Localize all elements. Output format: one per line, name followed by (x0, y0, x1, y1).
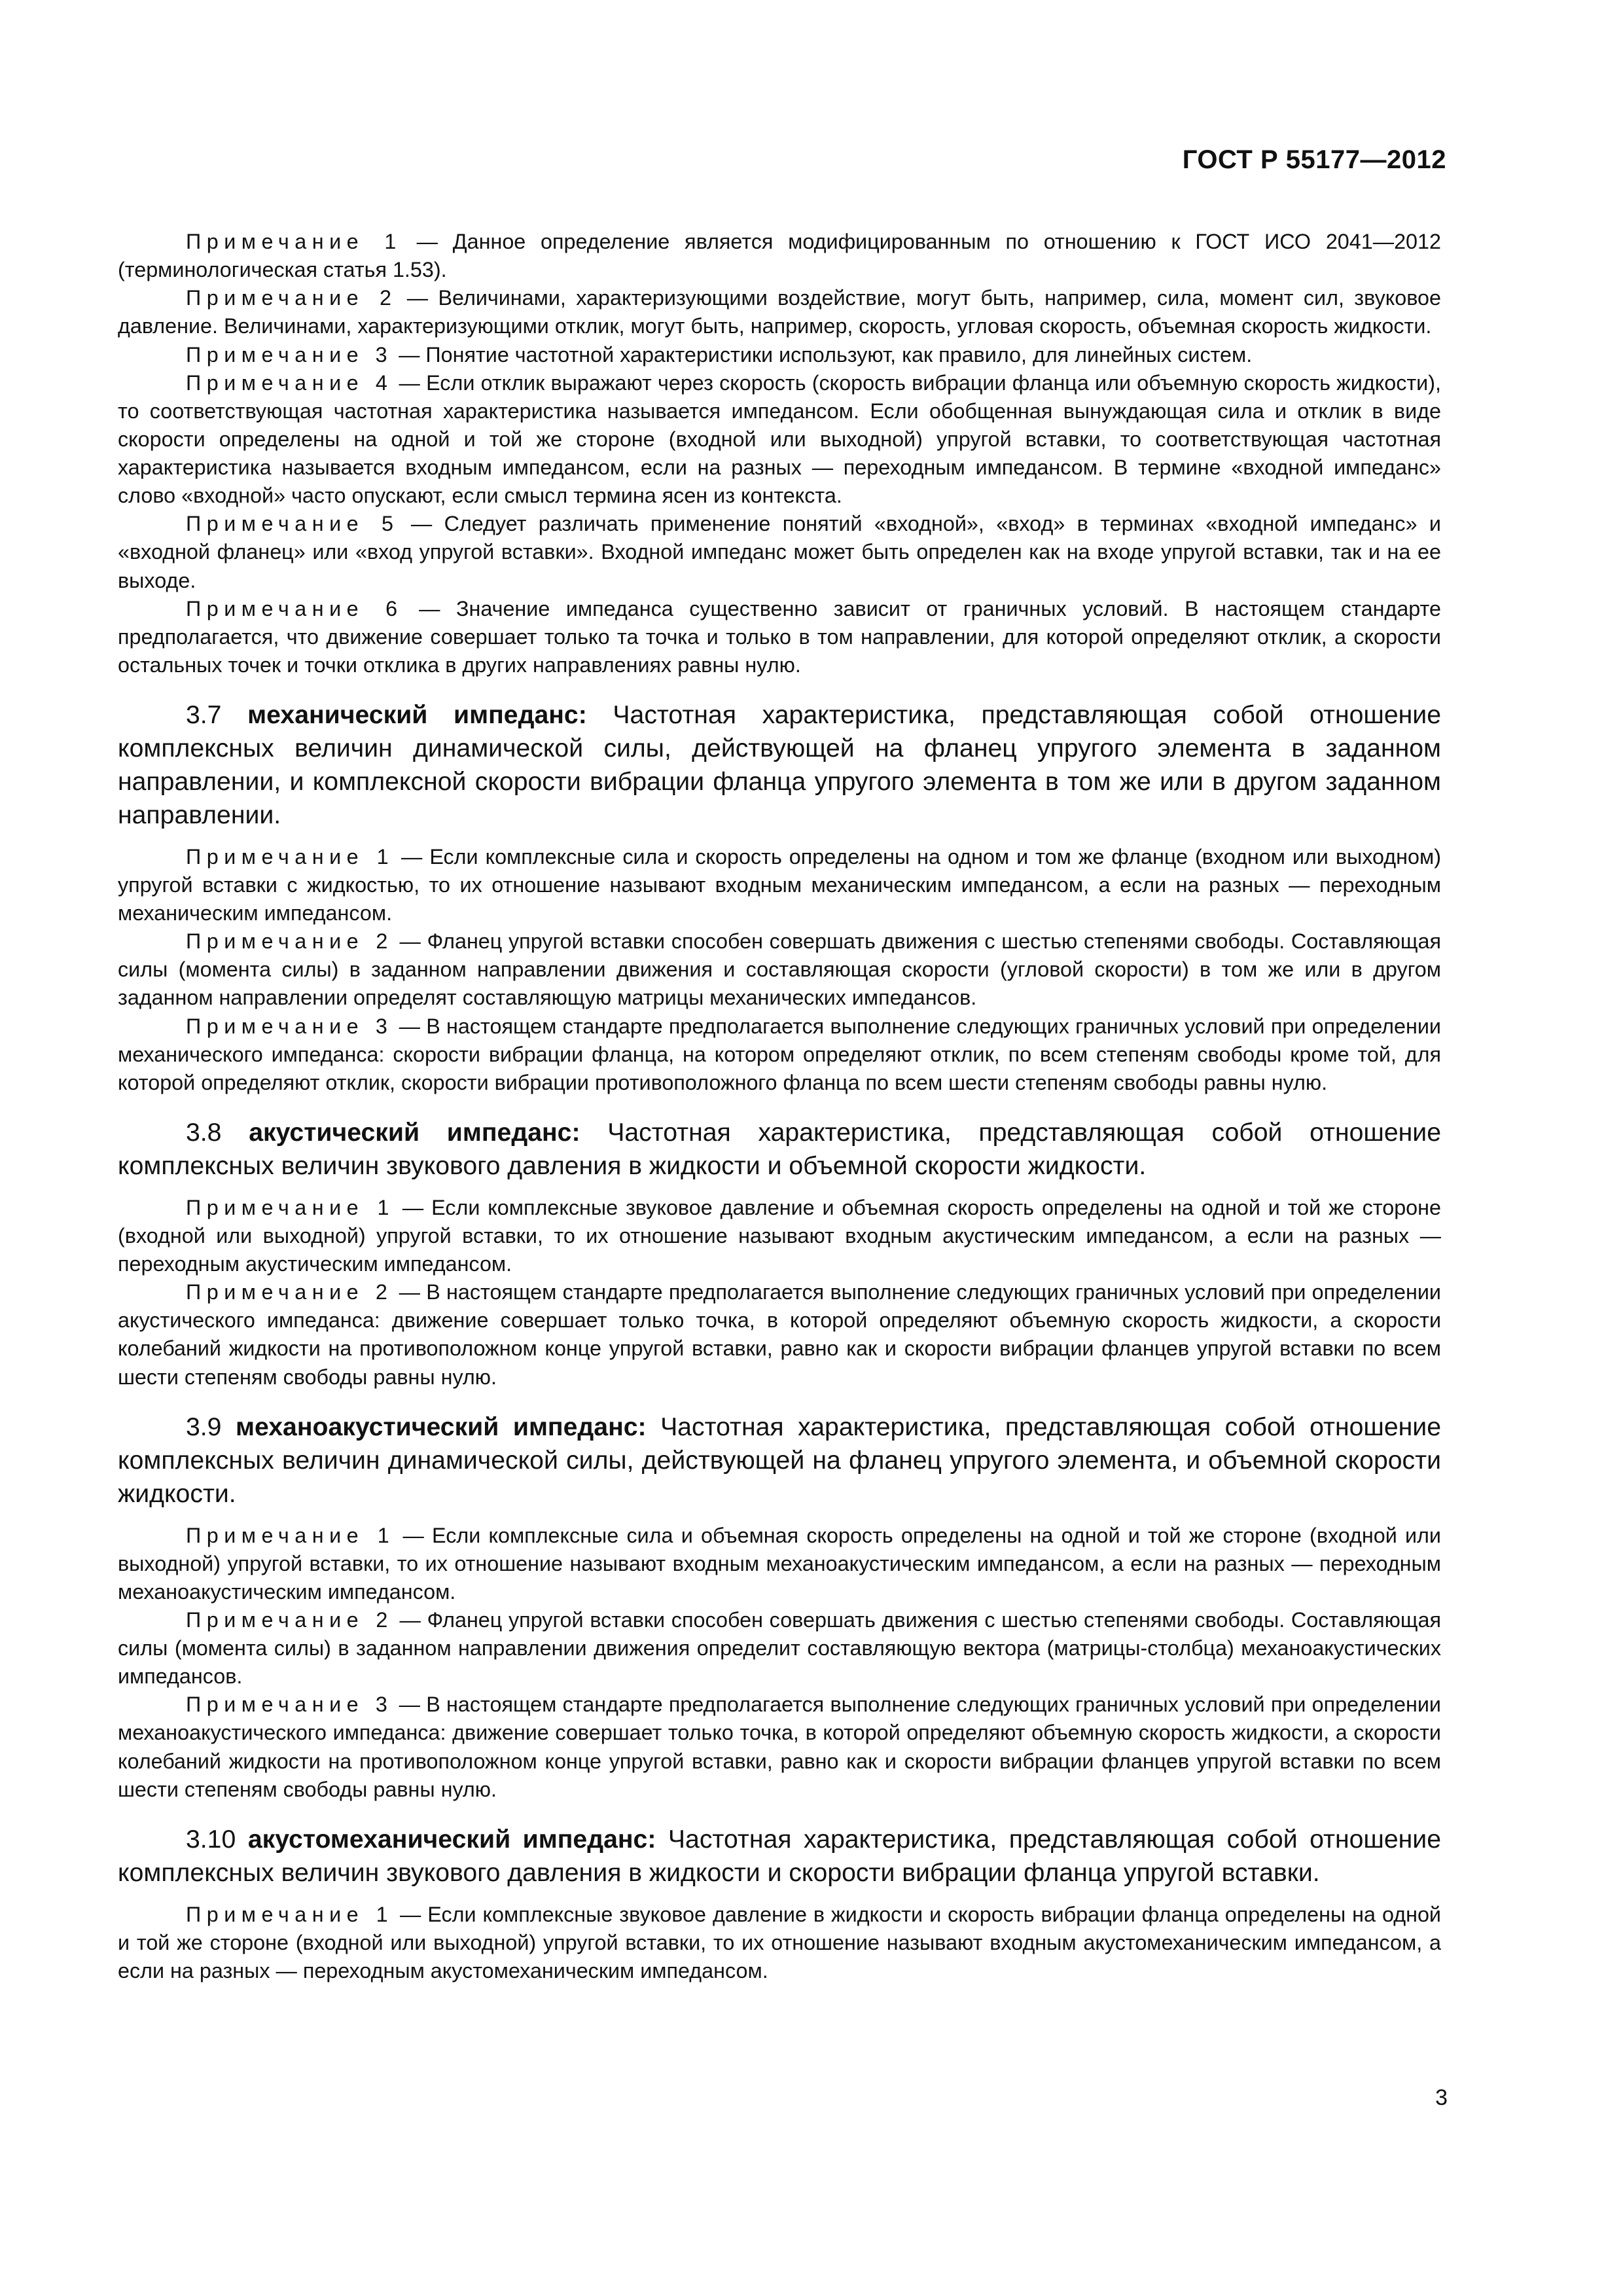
term-definition (118, 699, 1441, 833)
term-number: 3.7 (186, 701, 222, 729)
note-text: — Фланец упругой вставки способен совершать движения с шестью степенями свободы. Составляющая силы (момента силы) в заданном направлении движения определит составляющую вектора (матрицы-столбца) механоакустических импедансов. (118, 1607, 1441, 1689)
note-paragraph (118, 1278, 1441, 1391)
term-text: Частотная характеристика, представляющая собой отношение комплексных величин звукового давления в жидкости и скорости вибрации фланца упругой вставки. (118, 1825, 1441, 1887)
note-text: — В настоящем стандарте предполагается выполнение следующих граничных условий при определении акустического импеданса: движение совершает только точка, в которой определяют объемную скорость жидкости, а скорости колебаний жидкости на противоположном конце упругой вставки, равно как и скорости вибрации фланцев упругой вставки по всем шести степеням свободы равны нулю. (118, 1280, 1441, 1389)
note-label: Примечание 4 (186, 370, 393, 395)
note-paragraph (118, 927, 1441, 1012)
term-definition (118, 1117, 1441, 1183)
note-label: Примечание 5 (186, 512, 399, 536)
note-label: Примечание 1 (186, 1902, 394, 1926)
note-text: — Фланец упругой вставки способен совершать движения с шестью степенями свободы. Составляющая силы (момента силы) в заданном направлении движения и составляющая скорости (угловой скорости) в том же или в другом заданном направлении определят составляющую матрицы механических импедансов. (118, 929, 1441, 1010)
note-label: Примечание 6 (186, 596, 403, 620)
document-body (118, 228, 1441, 1985)
note-text: — Понятие частотной характеристики используют, как правило, для линейных систем. (393, 342, 1253, 367)
page-number: 3 (1435, 2085, 1448, 2110)
note-text: — В настоящем стандарте предполагается выполнение следующих граничных условий при определении механоакустического импеданса: движение совершает только точка, в которой определяют объемную скорость жидкости, а скорости колебаний жидкости на противоположном конце упругой вставки, равно как и скорости вибрации фланцев упругой вставки по всем шести степеням свободы равны нулю. (118, 1693, 1441, 1801)
note-paragraph (118, 510, 1441, 594)
document-header: ГОСТ Р 55177—2012 (1182, 145, 1446, 174)
term-number: 3.8 (186, 1118, 222, 1147)
term-name: акустический импеданс: (249, 1118, 580, 1147)
note-text: — Величинами, характеризующими воздействие, могут быть, например, сила, момент сил, звуковое давление. Величинами, характеризующими отклик, могут быть, например, скорость, угловая скорость, объемная скорость жидкости. (118, 286, 1441, 338)
note-paragraph (118, 284, 1441, 340)
note-paragraph (118, 369, 1441, 511)
term-number: 3.9 (186, 1412, 222, 1441)
note-paragraph (118, 341, 1441, 369)
note-text: — Данное определение является модифицированным по отношению к ГОСТ ИСО 2041—2012 (терминологическая статья 1.53). (118, 230, 1441, 282)
term-text: Частотная характеристика, представляющая собой отношение комплексных величин звукового давления в жидкости и объемной скорости жидкости. (118, 1118, 1441, 1180)
note-paragraph (118, 1901, 1441, 1985)
note-text: — Если комплексные сила и скорость определены на одном и том же фланце (входном или выходном) упругой вставки с жидкостью, то их отношение называют входным механическим импедансом, а если на разных — переходным механическим импедансом. (118, 844, 1441, 925)
note-text: — В настоящем стандарте предполагается выполнение следующих граничных условий при определении механического импеданса: скорости вибрации фланца, на котором определяют отклик, по всем степеням свободы кроме той, для которой определяют отклик, скорости вибрации противоположного фланца по всем шести степеням свободы равны нулю. (118, 1014, 1441, 1094)
note-label: Примечание 2 (186, 286, 397, 310)
note-paragraph (118, 1606, 1441, 1691)
note-label: Примечание 1 (186, 1195, 395, 1219)
note-label: Примечание 3 (186, 342, 393, 367)
note-label: Примечание 1 (186, 844, 395, 869)
term-text: Частотная характеристика, представляющая собой отношение комплексных величин динамической силы, действующей на фланец упругого элемента в заданном направлении, и комплексной скорости вибрации фланца упругого элемента в том же или в другом заданном направлении. (118, 701, 1441, 829)
note-text: — Значение импеданса существенно зависит от граничных условий. В настоящем стандарте предполагается, что движение совершает только та точка и только в том направлении, для которой определяют отклик, а скорости остальных точек и точки отклика в других направлениях равны нулю. (118, 596, 1441, 677)
note-label: Примечание 3 (186, 1693, 393, 1717)
note-text: — Если комплексные звуковое давление и объемная скорость определены на одной и той же стороне (входной или выходной) упругой вставки, то их отношение называют входным акустическим импедансом, а если на разных — переходным акустическим импедансом. (118, 1195, 1441, 1276)
note-paragraph (118, 1194, 1441, 1278)
note-text: — Если комплексные звуковое давление в жидкости и скорость вибрации фланца определены на одной и той же стороне (входной или выходной) упругой вставки, то их отношение называют входным акустомеханическим импедансом, а если на разных — переходным акустомеханическим импедансом. (118, 1902, 1441, 1982)
term-name: механоакустический импеданс: (235, 1412, 647, 1441)
note-label: Примечание 2 (186, 1280, 393, 1304)
term-name: механический импеданс: (247, 701, 587, 729)
note-label: Примечание 2 (186, 929, 393, 954)
note-paragraph (118, 1691, 1441, 1804)
note-label: Примечание 2 (186, 1607, 393, 1632)
note-label: Примечание 3 (186, 1014, 393, 1038)
note-text: — Если отклик выражают через скорость (скорость вибрации фланца или объемную скорость жидкости), то соответствующая частотная характеристика называется импедансом. Если обобщенная вынуждающая сила и отклик в виде скорости определены на одной и той же стороне (входной или выходной) упругой вставки, то соответствующая частотная характеристика называется входным импедансом, если на разных — переходным импедансом. В термине «входной импеданс» слово «входной» часто опускают, если смысл термина ясен из контекста. (118, 370, 1441, 508)
term-name: акустомеханический импеданс: (247, 1825, 656, 1854)
note-paragraph (118, 595, 1441, 679)
note-paragraph (118, 1522, 1441, 1606)
note-paragraph (118, 843, 1441, 927)
term-definition (118, 1823, 1441, 1890)
note-text: — Если комплексные сила и объемная скорость определены на одной и той же стороне (входной или выходной) упругой вставки, то их отношение называют входным механоакустическим импедансом, а если на разных — переходным механоакустическим импедансом. (118, 1523, 1441, 1604)
term-text: Частотная характеристика, представляющая собой отношение комплексных величин динамической силы, действующей на фланец упругого элемента, и объемной скорости жидкости. (118, 1412, 1441, 1508)
note-label: Примечание 1 (186, 1523, 395, 1547)
note-paragraph (118, 1013, 1441, 1097)
note-paragraph (118, 228, 1441, 284)
note-label: Примечание 1 (186, 230, 402, 253)
term-definition (118, 1411, 1441, 1511)
term-number: 3.10 (186, 1825, 236, 1854)
note-text: — Следует различать применение понятий «входной», «вход» в терминах «входной импеданс» и «входной фланец» или «вход упругой вставки». Входной импеданс может быть определен как на входе упругой вставки, так и на ее выходе. (118, 512, 1441, 592)
